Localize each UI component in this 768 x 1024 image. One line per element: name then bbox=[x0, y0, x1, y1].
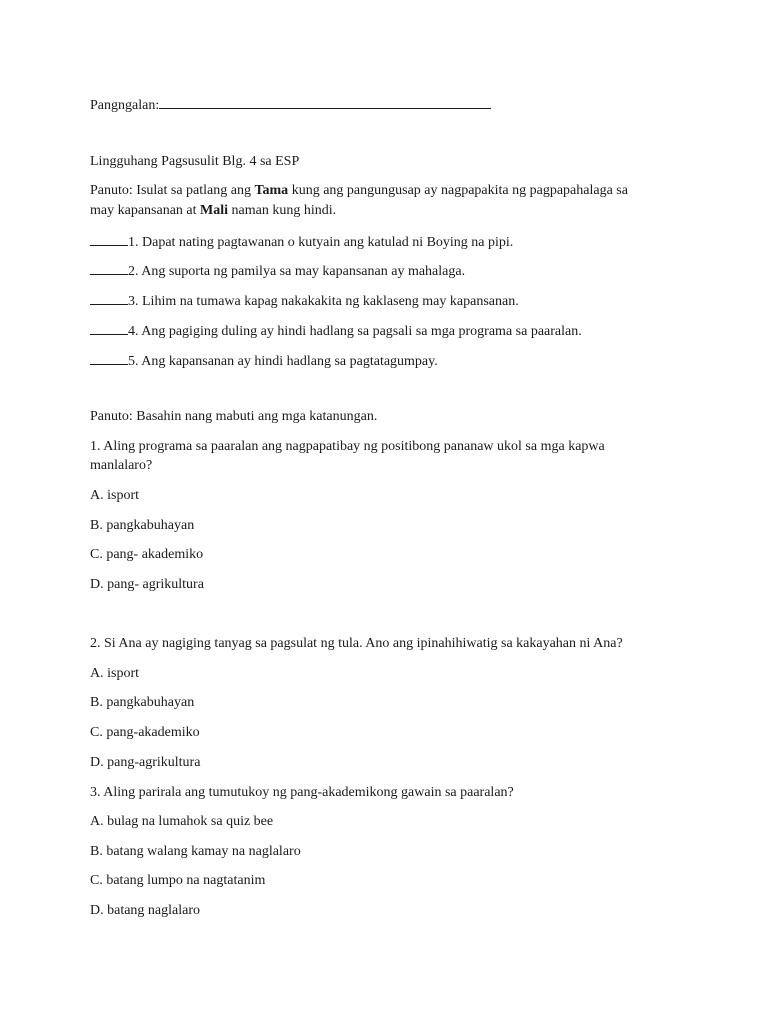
question-text: 1. Aling programa sa paaralan ang nagpapatibay ng positibong pananaw ukol sa mga kapwa bbox=[90, 439, 605, 454]
instruction-line2-suffix: naman kung hindi. bbox=[228, 203, 337, 218]
instruction-line2-prefix: may kapansanan at bbox=[90, 203, 201, 218]
answer-blank bbox=[90, 350, 128, 365]
choice: D. batang naglalaro bbox=[90, 903, 201, 918]
item-number: 3. bbox=[128, 294, 139, 309]
instruction-prefix: Panuto: Isulat sa patlang ang bbox=[90, 183, 255, 198]
tf-item bbox=[90, 320, 582, 341]
choice: D. pang- agrikultura bbox=[90, 577, 204, 592]
choice: D. pang-agrikultura bbox=[90, 755, 201, 770]
item-text: Dapat nating pagtawanan o kutyain ang katulad ni Boying na pipi. bbox=[142, 235, 514, 250]
choice: B. batang walang kamay na naglalaro bbox=[90, 844, 301, 859]
question-text-continued: manlalaro? bbox=[90, 458, 153, 473]
question-text: 2. Si Ana ay nagiging tanyag sa pagsulat ng tula. Ano ang ipinahihiwatig sa kakayahan ni Ana? bbox=[90, 636, 623, 651]
choice: A. isport bbox=[90, 666, 139, 681]
instruction-middle: kung ang pangungusap ay nagpapakita ng pagpapahalaga sa bbox=[288, 183, 628, 198]
tf-item bbox=[90, 231, 513, 252]
answer-blank bbox=[90, 290, 128, 305]
mali-keyword: Mali bbox=[200, 203, 229, 218]
choice: C. pang- akademiko bbox=[90, 547, 204, 562]
tf-item bbox=[90, 290, 519, 311]
part2-instruction: Panuto: Basahin nang mabuti ang mga katanungan. bbox=[90, 409, 378, 424]
item-number: 1. bbox=[128, 235, 139, 250]
choice: B. pangkabuhayan bbox=[90, 518, 195, 533]
question-text: 3. Aling parirala ang tumutukoy ng pang-akademikong gawain sa paaralan? bbox=[90, 785, 514, 800]
item-number: 4. bbox=[128, 324, 139, 339]
choice: A. bulag na lumahok sa quiz bee bbox=[90, 814, 274, 829]
item-text: Ang pagiging duling ay hindi hadlang sa pagsali sa mga programa sa paaralan. bbox=[141, 324, 582, 339]
choice: B. pangkabuhayan bbox=[90, 695, 195, 710]
name-blank bbox=[159, 94, 491, 109]
item-number: 5. bbox=[128, 354, 139, 369]
item-text: Ang kapansanan ay hindi hadlang sa pagtatagumpay. bbox=[141, 354, 438, 369]
choice: A. isport bbox=[90, 488, 139, 503]
answer-blank bbox=[90, 231, 128, 246]
tf-item bbox=[90, 260, 465, 281]
tama-keyword: Tama bbox=[254, 183, 289, 198]
tf-item bbox=[90, 350, 438, 371]
answer-blank bbox=[90, 320, 128, 335]
part1-instruction-line2 bbox=[90, 202, 336, 220]
name-label: Pangngalan: bbox=[90, 98, 160, 113]
page-title: Lingguhang Pagsusulit Blg. 4 sa ESP bbox=[90, 154, 300, 169]
part1-instruction-line1 bbox=[90, 182, 628, 200]
answer-blank bbox=[90, 260, 128, 275]
choice: C. pang-akademiko bbox=[90, 725, 200, 740]
choice: C. batang lumpo na nagtatanim bbox=[90, 873, 266, 888]
item-number: 2. bbox=[128, 264, 139, 279]
item-text: Ang suporta ng pamilya sa may kapansanan ay mahalaga. bbox=[141, 264, 466, 279]
item-text: Lihim na tumawa kapag nakakakita ng kaklaseng may kapansanan. bbox=[142, 294, 519, 309]
name-line bbox=[90, 94, 491, 115]
